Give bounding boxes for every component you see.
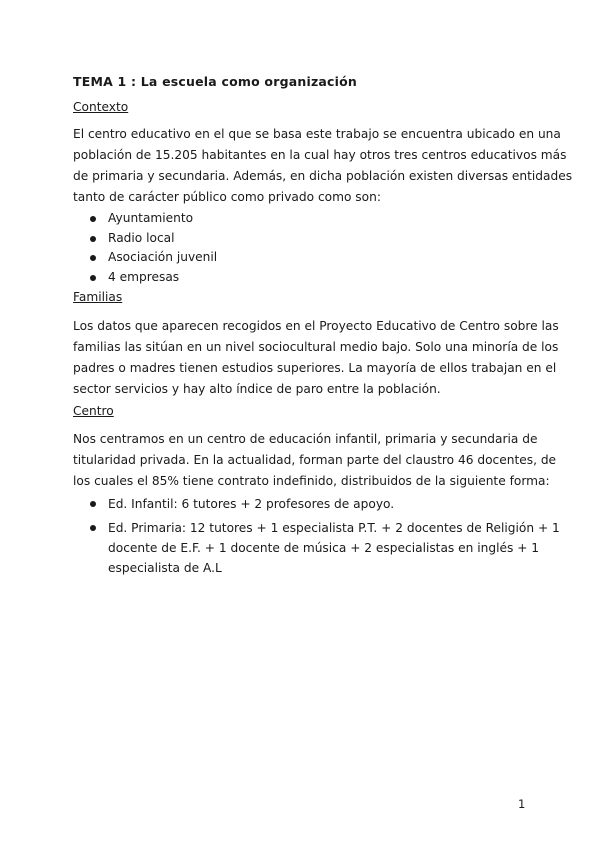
- paragraph-line: El centro educativo en el que se basa este trabajo se encuentra ubicado en una: [73, 127, 561, 141]
- paragraph-line: Nos centramos en un centro de educación infantil, primaria y secundaria de: [73, 432, 538, 446]
- paragraph-line: los cuales el 85% tiene contrato indefinido, distribuidos de la siguiente forma:: [73, 474, 550, 488]
- list-item-text: Radio local: [108, 230, 175, 245]
- paragraph-line: tanto de carácter público como privado como son:: [73, 190, 381, 204]
- list-item-text: docente de E.F. + 1 docente de música + 2 especialistas en inglés + 1: [108, 541, 540, 555]
- paragraph-line: Los datos que aparecen recogidos en el Proyecto Educativo de Centro sobre las: [73, 319, 559, 333]
- page-number: 1: [518, 797, 526, 811]
- list-item: [73, 229, 528, 249]
- list-item: [73, 494, 528, 514]
- bullet-icon: [90, 255, 96, 261]
- section-heading-centro: Centro: [73, 404, 114, 418]
- paragraph-line: padres o madres tienen estudios superiores. La mayoría de ellos trabajan en el: [73, 361, 557, 375]
- list-contexto-entidades: [73, 209, 528, 287]
- list-item: [73, 518, 560, 578]
- bullet-icon: [90, 525, 96, 531]
- list-item: [73, 209, 528, 229]
- section-heading-contexto: Contexto: [73, 100, 129, 114]
- paragraph-contexto: [73, 124, 573, 208]
- list-item-text: especialista de A.L: [108, 561, 222, 575]
- paragraph-line: de primaria y secundaria. Además, en dicha población existen diversas entidades: [73, 169, 573, 183]
- list-item-text: 4 empresas: [108, 269, 180, 284]
- list-item: [73, 268, 528, 288]
- bullet-icon: [90, 216, 96, 222]
- list-item: [73, 248, 528, 268]
- paragraph-line: familias las sitúan en un nivel sociocultural medio bajo. Solo una minoría de los: [73, 340, 559, 354]
- section-heading-familias: Familias: [73, 290, 123, 304]
- bullet-icon: [90, 275, 96, 281]
- list-item-text: Ed. Primaria: 12 tutores + 1 especialista P.T. + 2 docentes de Religión + 1: [108, 521, 560, 535]
- paragraph-centro: [73, 429, 557, 492]
- paragraph-line: titularidad privada. En la actualidad, forman parte del claustro 46 docentes, de: [73, 453, 557, 467]
- paragraph-line: población de 15.205 habitantes en la cual hay otros tres centros educativos más: [73, 148, 567, 162]
- list-item-text: Ayuntamiento: [108, 211, 194, 225]
- document-title: TEMA 1 : La escuela como organización: [73, 74, 358, 89]
- list-centro-docentes: [73, 494, 560, 578]
- paragraph-familias: [73, 316, 559, 400]
- paragraph-line: sector servicios y hay alto índice de paro entre la población.: [73, 382, 441, 396]
- bullet-icon: [90, 236, 96, 242]
- list-item-text: Ed. Infantil: 6 tutores + 2 profesores de apoyo.: [108, 497, 395, 511]
- bullet-icon: [90, 501, 96, 507]
- list-item-text: Asociación juvenil: [108, 250, 218, 264]
